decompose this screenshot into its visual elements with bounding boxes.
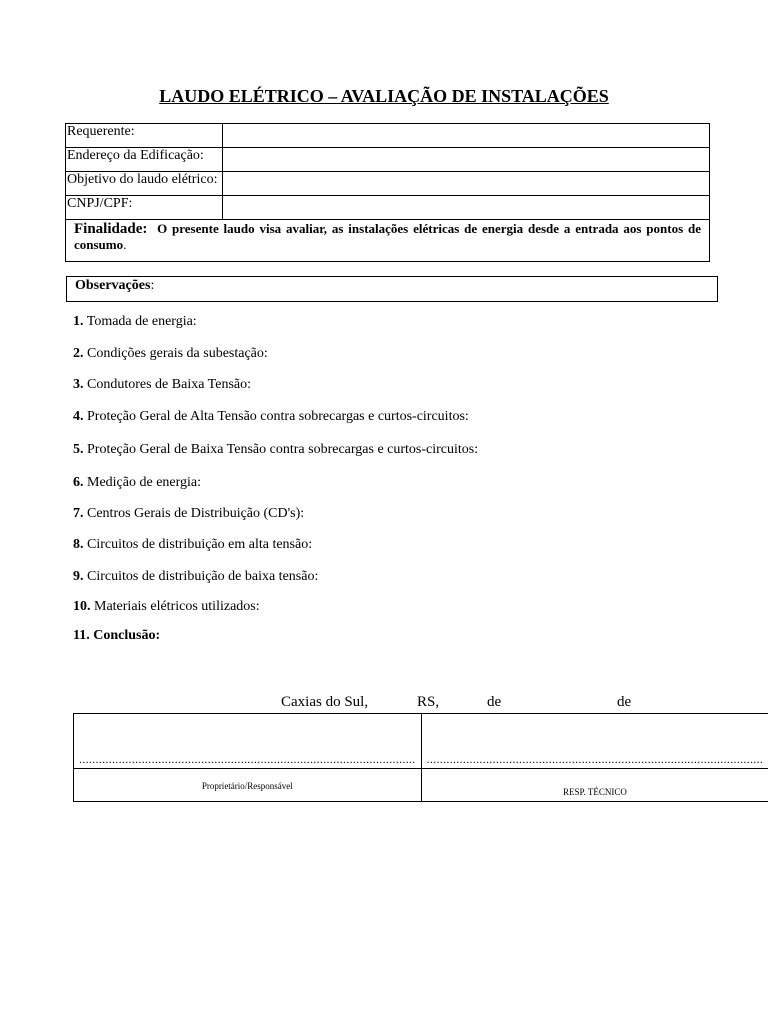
list-item [73, 537, 312, 553]
observacoes-box [66, 276, 718, 302]
item-number: 4. [73, 409, 84, 424]
list-item [73, 599, 260, 615]
list-item [73, 409, 469, 425]
field-row-endereco [66, 148, 710, 172]
role-cell-owner [74, 769, 422, 802]
role-label-owner: Proprietário/Responsável [201, 781, 293, 791]
signature-lines-row [74, 714, 768, 769]
item-text: Condutores de Baixa Tensão: [87, 377, 252, 392]
item-text: Centros Gerais de Distribuição (CD's): [87, 506, 305, 521]
item-text: Proteção Geral de Baixa Tensão contra sobrecargas e curtos-circuitos: [87, 442, 479, 457]
place-de-2: de [617, 694, 632, 710]
finalidade-text: O presente laudo visa avaliar, as instalações elétricas de energia desde a entrada aos pontos de consumo [74, 221, 701, 252]
finalidade-row [66, 220, 710, 262]
place-de-1: de [487, 694, 502, 710]
field-row-requerente [66, 124, 710, 148]
field-value-objetivo[interactable] [223, 172, 710, 196]
field-label-endereco: Endereço da Edificação: [66, 148, 223, 172]
item-text: Condições gerais da subestação: [87, 346, 268, 361]
signature-cell-owner[interactable] [74, 714, 422, 769]
item-number: 6. [73, 475, 84, 490]
item-text: Proteção Geral de Alta Tensão contra sobrecargas e curtos-circuitos: [87, 409, 469, 424]
item-text: Circuitos de distribuição de baixa tensão: [87, 569, 319, 584]
observacoes-heading: Observações [75, 278, 151, 293]
item-number: 7. [73, 506, 84, 521]
signature-table [73, 713, 768, 802]
item-number: 2. [73, 346, 84, 361]
field-row-cnpj [66, 196, 710, 220]
document-title-text: LAUDO ELÉTRICO – AVALIAÇÃO DE INSTALAÇÕES [159, 86, 609, 106]
list-item [73, 442, 478, 458]
item-text: Tomada de energia: [86, 314, 197, 329]
list-item [73, 506, 304, 522]
role-label-technician: RESP. TÉCNICO [562, 787, 627, 797]
item-number: 3. [73, 377, 84, 392]
observacoes-colon: : [150, 278, 155, 293]
signature-line-owner: ...................................................................................................... [79, 753, 416, 766]
field-value-requerente[interactable] [223, 124, 710, 148]
item-number: 8. [73, 537, 84, 552]
field-label-cnpj: CNPJ/CPF: [66, 196, 223, 220]
info-table [65, 123, 710, 262]
field-label-requerente: Requerente: [66, 124, 223, 148]
list-item [73, 314, 197, 330]
item-text: Medição de energia: [87, 475, 202, 490]
item-number: 9. [73, 569, 84, 584]
item-number: 5. [73, 442, 84, 457]
field-value-cnpj[interactable] [223, 196, 710, 220]
list-item [73, 569, 318, 585]
list-item [73, 475, 201, 491]
finalidade-cell [66, 220, 710, 262]
conclusao-text: 11. Conclusão: [73, 628, 161, 643]
item-number: 10. [73, 599, 91, 614]
list-item [73, 377, 251, 393]
field-label-objetivo: Objetivo do laudo elétrico: [66, 172, 223, 196]
item-text: Materiais elétricos utilizados: [94, 599, 260, 614]
item-number: 1. [73, 314, 84, 329]
finalidade-period: . [123, 237, 127, 252]
place-city: Caxias do Sul, [281, 694, 369, 710]
finalidade-heading: Finalidade: [74, 221, 148, 237]
signature-line-technician: ...................................................................................................... [426, 753, 764, 766]
document-title [0, 86, 768, 107]
signature-cell-technician[interactable] [421, 714, 768, 769]
conclusao-heading [73, 628, 160, 644]
field-value-endereco[interactable] [223, 148, 710, 172]
list-item [73, 346, 268, 362]
place-state: RS, [417, 694, 440, 710]
item-text: Circuitos de distribuição em alta tensão: [87, 537, 313, 552]
role-cell-technician [421, 769, 768, 802]
signature-roles-row [74, 769, 768, 802]
field-row-objetivo [66, 172, 710, 196]
